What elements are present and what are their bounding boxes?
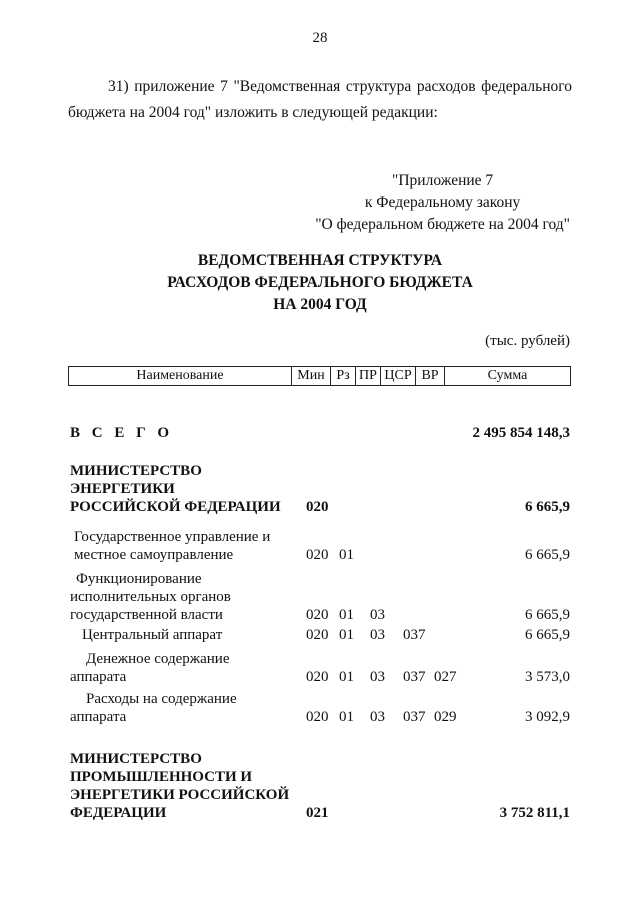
row-sum: 2 495 854 148,3 [472, 425, 570, 441]
title-line-2: РАСХОДОВ ФЕДЕРАЛЬНОГО БЮДЖЕТА [167, 274, 473, 291]
row-name-part: государственной власти [70, 607, 223, 623]
row-sum: 3 752 811,1 [499, 805, 570, 821]
row-pr: 03 [370, 669, 385, 685]
row-csr: 037 [403, 669, 426, 685]
row-min: 020 [306, 709, 329, 725]
row-rz: 01 [339, 627, 354, 643]
row-rz: 01 [339, 709, 354, 725]
amendment-line-1: 31) приложение 7 "Ведомственная структура расходов федерального [108, 78, 572, 95]
row-name [70, 650, 270, 686]
row-name-part: Функционирование [76, 571, 202, 587]
title-line-1: ВЕДОМСТВЕННАЯ СТРУКТУРА [197, 252, 443, 269]
row-name: В С Е Г О [70, 425, 174, 441]
row-name [70, 690, 270, 726]
table-header [68, 366, 571, 386]
row-sum: 3 573,0 [525, 669, 570, 685]
row-name-part: аппарата [70, 709, 127, 725]
document-title [0, 250, 640, 316]
row-sum: 6 665,9 [525, 499, 570, 515]
table-header-row [69, 367, 571, 386]
row-min: 021 [306, 805, 329, 821]
amendment-line-2: бюджета на 2004 год" изложить в следующей редакции: [68, 104, 438, 121]
row-csr: 037 [403, 709, 426, 725]
row-sum: 3 092,9 [525, 709, 570, 725]
row-min: 020 [306, 607, 329, 623]
row-min: 020 [306, 547, 329, 563]
row-name: Центральный аппарат [82, 627, 223, 643]
header-min: Мин [292, 367, 331, 386]
row-rz: 01 [339, 547, 354, 563]
row-name: Государственное управление и местное самоуправление [74, 529, 271, 563]
row-name: МИНИСТЕРСТВО ПРОМЫШЛЕННОСТИ И ЭНЕРГЕТИКИ РОССИЙСКОЙ ФЕДЕРАЦИИ [70, 751, 290, 821]
annex-line-3: "О федеральном бюджете на 2004 год" [315, 216, 570, 233]
row-rz: 01 [339, 669, 354, 685]
page-number: 28 [312, 30, 328, 46]
header-csr: ЦСР [381, 367, 416, 386]
row-pr: 03 [370, 607, 385, 623]
header-rz: Рз [331, 367, 356, 386]
header-vr: ВР [416, 367, 445, 386]
amendment-paragraph [68, 74, 572, 126]
row-name: МИНИСТЕРСТВО ЭНЕРГЕТИКИ РОССИЙСКОЙ ФЕДЕРАЦИИ [70, 463, 281, 515]
header-name: Наименование [69, 367, 292, 386]
row-vr: 029 [434, 709, 457, 725]
row-vr: 027 [434, 669, 457, 685]
annex-reference [315, 170, 570, 236]
row-name-part: исполнительных органов [70, 589, 231, 605]
row-name-part: Расходы на содержание [86, 691, 237, 707]
units-label: (тыс. рублей) [485, 333, 570, 349]
annex-line-2: к Федеральному закону [364, 194, 521, 211]
row-sum: 6 665,9 [525, 607, 570, 623]
row-sum: 6 665,9 [525, 547, 570, 563]
row-csr: 037 [403, 627, 426, 643]
row-name-part: Денежное содержание [86, 651, 230, 667]
title-line-3: НА 2004 ГОД [273, 296, 367, 313]
row-sum: 6 665,9 [525, 627, 570, 643]
row-rz: 01 [339, 607, 354, 623]
row-name-part: аппарата [70, 669, 127, 685]
row-pr: 03 [370, 627, 385, 643]
annex-line-1: "Приложение 7 [392, 172, 494, 189]
header-sum: Сумма [445, 367, 571, 386]
header-pr: ПР [356, 367, 381, 386]
row-pr: 03 [370, 709, 385, 725]
row-min: 020 [306, 627, 329, 643]
row-min: 020 [306, 669, 329, 685]
row-min: 020 [306, 499, 329, 515]
row-name [70, 570, 270, 624]
